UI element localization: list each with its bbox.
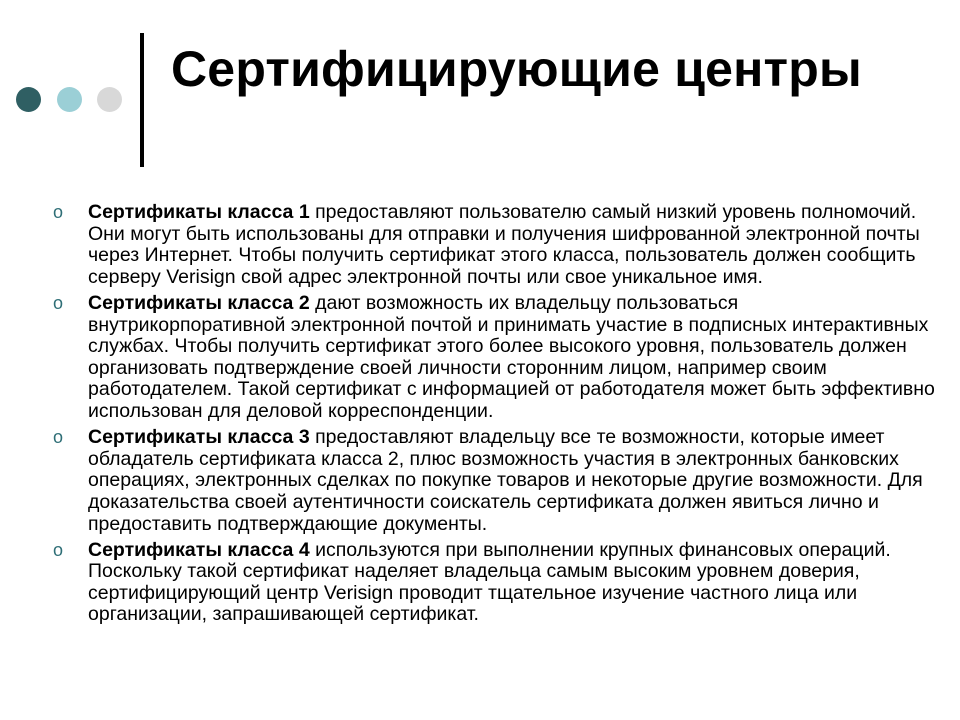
dot-icon-dark <box>16 87 41 112</box>
list-item <box>45 202 940 288</box>
decorative-dots <box>16 87 126 113</box>
item-text: предоставляют владельцу все те возможности, которые имеет обладатель сертификата класса 2, плюс возможность участия в электронных банковских операциях, электронных сделках по покупке товаров и некоторые другие возможности. Для доказательства своей аутентичности соискатель сертификата должен явиться лично и предоставить подтверждающие документы. <box>88 426 923 535</box>
bullet-icon: o <box>53 292 64 313</box>
slide-title: Сертифицирующие центры <box>171 41 862 97</box>
bullet-list <box>45 202 940 631</box>
dot-icon-gray <box>97 87 122 112</box>
item-text: дают возможность их владельцу пользоваться внутрикорпоративной электронной почтой и принимать участие в подписных интерактивных службах. Чтобы получить сертификат этого более высокого уровня, пользователь должен организовать подтверждение своей личности сторонним лицом, например своим работодателем. Такой сертификат с информацией от работодателя может быть эффективно использован для деловой корреспонденции. <box>88 291 935 422</box>
bullet-icon: o <box>53 202 64 222</box>
item-heading: Сертификаты класса 2 <box>88 291 310 314</box>
item-text: предоставляют пользователю самый низкий уровень полномочий. Они могут быть использованы для отправки и получения шифрованной электронной почты через Интернет. Чтобы получить сертификат этого класса, пользователь должен сообщить серверу Verisign свой адрес электронной почты или свое уникальное имя. <box>88 201 920 288</box>
dot-icon-light <box>57 87 82 112</box>
list-item <box>45 427 940 535</box>
item-heading: Сертификаты класса 1 <box>88 201 310 223</box>
item-heading: Сертификаты класса 3 <box>88 426 310 449</box>
item-text: используются при выполнении крупных финансовых операций. Поскольку такой сертификат наделяет владельца самым высоким уровнем доверия, сертифицирующий центр Verisign проводит тщательное изучение частного лица или организации, запрашивающей сертификат. <box>88 538 891 626</box>
list-item <box>45 293 940 423</box>
bullet-icon: o <box>53 539 64 560</box>
bullet-icon: o <box>53 427 64 448</box>
title-divider <box>140 33 144 167</box>
list-item <box>45 540 940 626</box>
item-heading: Сертификаты класса 4 <box>88 538 310 561</box>
